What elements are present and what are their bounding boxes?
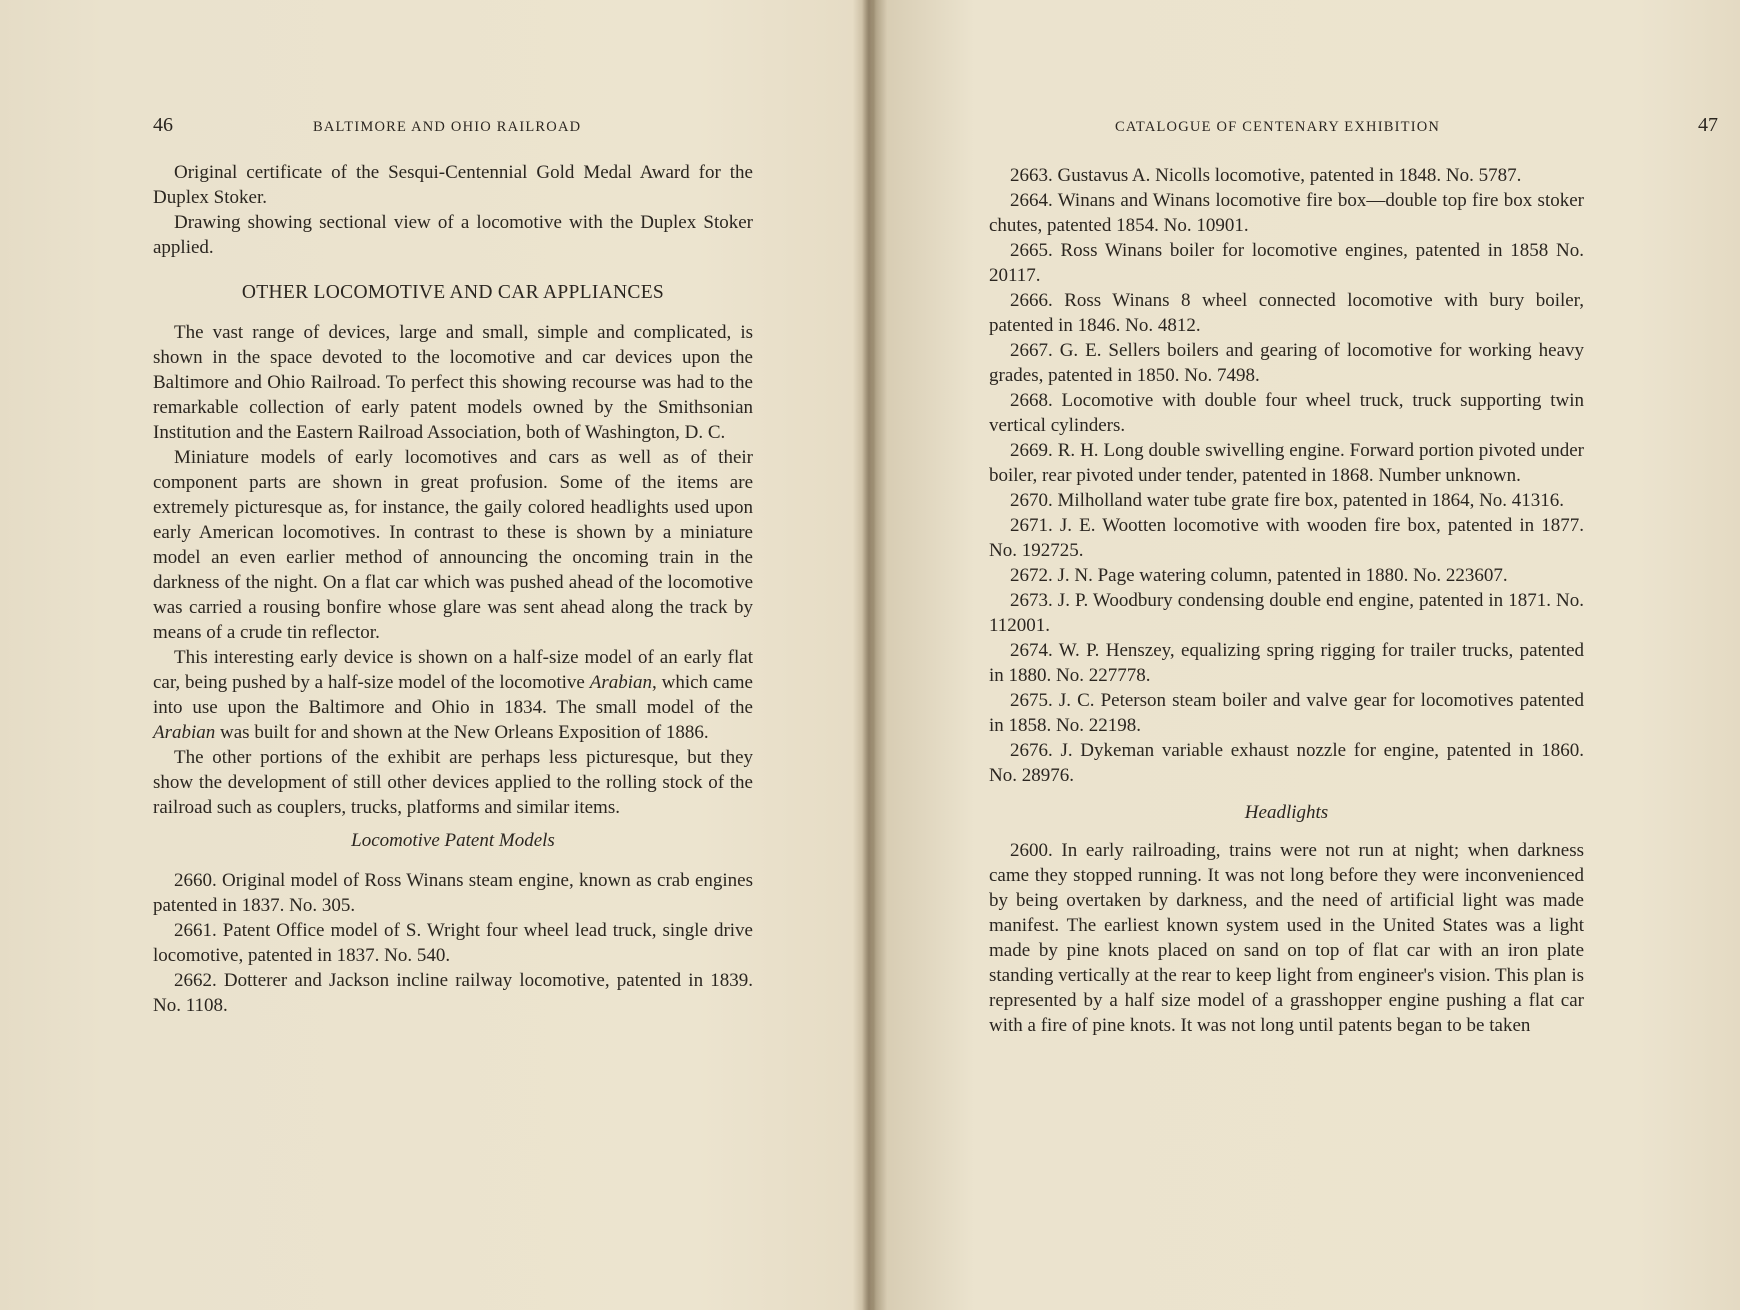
catalogue-entry: 2673. J. P. Woodbury condensing double end engine, patented in 1871. No. 112001.: [989, 590, 1584, 636]
catalogue-entry: 2675. J. C. Peterson steam boiler and valve gear for locomotives patented in 1858. No. 22198.: [989, 690, 1584, 736]
italic-locomotive-name: Arabian: [153, 722, 216, 743]
catalogue-entry: 2676. J. Dykeman variable exhaust nozzle for engine, patented in 1860. No. 28976.: [989, 740, 1584, 786]
catalogue-entry: 2666. Ross Winans 8 wheel connected locomotive with bury boiler, patented in 1846. No. 4812.: [989, 290, 1584, 336]
paragraph: The vast range of devices, large and small, simple and complicated, is shown in the space devoted to the locomotive and car devices upon the Baltimore and Ohio Railroad. To perfect this showing recourse was had to the remarkable collection of early patent models owned by the Smithsonian Institution and the Eastern Railroad Association, both of Washington, D. C.: [153, 322, 753, 443]
catalogue-entry: 2669. R. H. Long double swivelling engine. Forward portion pivoted under boiler, rear pivoted under tender, patented in 1868. Number unknown.: [989, 440, 1584, 486]
page-number: 47: [1698, 114, 1718, 136]
running-title: CATALOGUE OF CENTENARY EXHIBITION: [1115, 119, 1441, 135]
text-run: , which came into use upon the Baltimore and Ohio in 1834. The small model of the: [153, 672, 753, 718]
text-run: was built for and shown at the New Orleans Exposition of 1886.: [215, 722, 709, 743]
catalogue-entry: 2660. Original model of Ross Winans steam engine, known as crab engines patented in 1837. No. 305.: [153, 870, 753, 916]
catalogue-entry: 2674. W. P. Henszey, equalizing spring rigging for trailer trucks, patented in 1880. No. 227778.: [989, 640, 1584, 686]
running-title: BALTIMORE AND OHIO RAILROAD: [313, 119, 582, 135]
catalogue-entry: 2665. Ross Winans boiler for locomotive engines, patented in 1858 No. 20117.: [989, 240, 1584, 286]
right-page: [870, 0, 1740, 1310]
section-heading: OTHER LOCOMOTIVE AND CAR APPLIANCES: [241, 282, 665, 303]
catalogue-entry: 2670. Milholland water tube grate fire box, patented in 1864, No. 41316.: [1010, 490, 1565, 511]
catalogue-entry: 2668. Locomotive with double four wheel truck, truck supporting twin vertical cylinders.: [989, 390, 1584, 436]
right-page-body: [989, 163, 1584, 1038]
catalogue-entry: 2664. Winans and Winans locomotive fire box—double top fire box stoker chutes, patented 1854. No. 10901.: [989, 190, 1584, 236]
right-page-header: [1115, 114, 1718, 144]
catalogue-entry: 2661. Patent Office model of S. Wright four wheel lead truck, single drive locomotive, patented in 1837. No. 540.: [153, 920, 753, 966]
left-page-header: [153, 114, 753, 144]
catalogue-entry: 2667. G. E. Sellers boilers and gearing of locomotive for working heavy grades, patented in 1850. No. 7498.: [989, 340, 1584, 386]
paragraph: Drawing showing sectional view of a locomotive with the Duplex Stoker applied.: [153, 212, 753, 258]
paragraph: Original certificate of the Sesqui-Centennial Gold Medal Award for the Duplex Stoker.: [153, 162, 753, 208]
catalogue-entry: 2672. J. N. Page watering column, patented in 1880. No. 223607.: [1010, 565, 1508, 586]
headlights-paragraph: 2600. In early railroading, trains were not run at night; when darkness came they stopped running. It was not long before they were inconvenienced by being overtaken by darkness, and the need of artificial light was made manifest. The earliest known system used in the United States was a light made by pine knots placed on sand on top of flat car with an iron plate standing vertically at the rear to keep light from engineer's vision. This plan is represented by a half size model of a grasshopper engine pushing a flat car with a fire of pine knots. It was not long until patents began to be taken: [989, 840, 1584, 1036]
catalogue-entry: 2663. Gustavus A. Nicolls locomotive, patented in 1848. No. 5787.: [1010, 165, 1522, 186]
catalogue-entry: 2662. Dotterer and Jackson incline railway locomotive, patented in 1839. No. 1108.: [153, 970, 753, 1016]
text-run: This interesting early device is shown on a half-size model of an early flat car, being pushed by a half-size model of the locomotive: [153, 647, 753, 693]
paragraph: Miniature models of early locomotives and cars as well as of their component parts are shown in great profusion. Some of the items are extremely picturesque as, for instance, the gaily colored headlights used upon early American locomotives. In contrast to these is shown by a miniature model an even earlier method of announcing the oncoming train in the darkness of the night. On a flat car which was pushed ahead of the locomotive was carried a rousing bonfire whose glare was sent ahead along the track by means of a crude tin reflector.: [153, 447, 753, 643]
arabian-paragraph: [153, 645, 753, 745]
catalogue-entry: 2671. J. E. Wootten locomotive with wooden fire box, patented in 1877. No. 192725.: [989, 515, 1584, 561]
subheading-headlights: Headlights: [1244, 802, 1329, 823]
page-number: 46: [153, 114, 173, 136]
subheading-locomotive-patent-models: Locomotive Patent Models: [351, 830, 555, 851]
left-page-body: [153, 160, 753, 1018]
paragraph: The other portions of the exhibit are perhaps less picturesque, but they show the development of still other devices applied to the rolling stock of the railroad such as couplers, trucks, platforms and similar items.: [153, 747, 753, 818]
italic-locomotive-name: Arabian: [589, 672, 652, 693]
